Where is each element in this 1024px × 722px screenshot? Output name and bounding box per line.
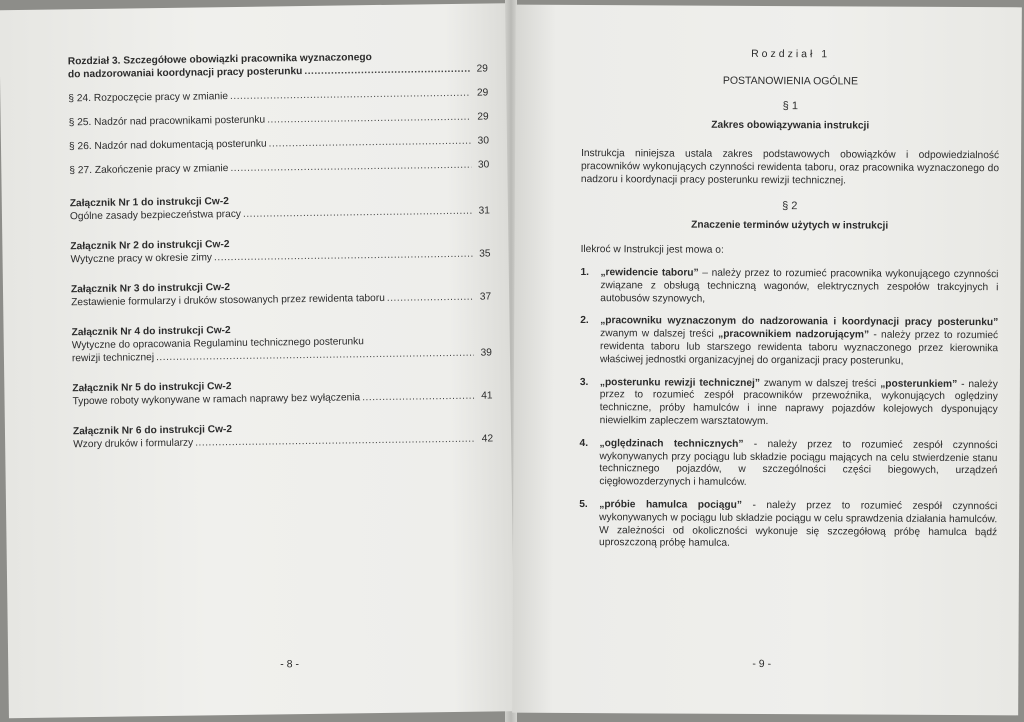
- paragraph-1-title: Zakres obowiązywania instrukcji: [711, 120, 870, 132]
- section-page: 29: [477, 111, 489, 123]
- chapter-heading: Rozdział 1: [751, 47, 831, 61]
- attachment-page: 42: [481, 433, 494, 445]
- leader-dots: [243, 205, 472, 221]
- leader-dots: [230, 159, 471, 175]
- attachment-title: Zestawienie formularzy i druków stosowanych przez rewidenta taboru: [71, 292, 385, 309]
- attachment-heading: Załącznik Nr 2 do instrukcji Cw-2: [70, 239, 230, 253]
- section-label: § 26. Nadzór nad dokumentacją posterunku: [68, 138, 267, 153]
- definition-item: [580, 315, 998, 368]
- attachment-title: Ogólne zasady bezpieczeństwa pracy: [69, 208, 242, 223]
- definition-number: 4.: [579, 437, 589, 449]
- toc-attachment-4: [72, 320, 493, 365]
- definition-text: zwanym w dalszej treści: [759, 377, 881, 390]
- definition-body: [600, 315, 998, 368]
- definition-number: 1.: [580, 266, 589, 279]
- attachment-page: 39: [480, 347, 492, 359]
- toc-attachment-3: [71, 277, 491, 309]
- attachment-page: 35: [479, 248, 491, 260]
- attachment-heading: Załącznik Nr 5 do instrukcji Cw-2: [72, 381, 232, 395]
- table-of-contents: [68, 49, 493, 451]
- definition-item: [579, 438, 997, 491]
- definition-term-2: „posterunkiem”: [880, 378, 958, 390]
- chapter-3-page: 29: [476, 63, 489, 75]
- section-label: § 27. Zakończenie pracy w zmianie: [69, 163, 229, 177]
- chapter-3-title-text: do nadzorowaniai koordynacji pracy posterunku: [67, 66, 303, 81]
- section-page: 30: [477, 135, 490, 147]
- section-label: § 25. Nadzór nad pracownikami posterunku: [68, 114, 266, 129]
- definition-item: [580, 267, 998, 308]
- definition-text: - należy przez to rozumieć zespół czynności wykonywanych przy pociągu lub składzie pociągu mających na celu stwierdzenie stanu technicznego pojazdów, w szczególności części biegowych, urządzeń cięgłowozderzynych i hamulców.: [599, 438, 998, 489]
- toc-attachment-6: [73, 419, 493, 451]
- right-page-content: [579, 45, 1000, 562]
- definition-text: - należy przez to rozumieć zespół czynności wykonywanych w pociągu lub składzie pociągu w celu sprawdzenia działania hamulców. W zależności od okoliczności wykonuje się szczegółową próbę hamulca bądź uproszczoną próbę hamulca.: [599, 499, 998, 550]
- paragraph-2-intro: Ilekroć w Instrukcji jest mowa o:: [580, 244, 724, 256]
- definition-item: [580, 377, 998, 430]
- leader-dots: [362, 390, 475, 405]
- definition-body: [600, 267, 998, 307]
- right-page: [512, 5, 1022, 716]
- leader-dots: [214, 248, 473, 265]
- toc-section-25: [69, 110, 489, 129]
- leader-dots: [387, 291, 473, 305]
- definition-text-2: - należy przez to rozumieć zespół pracowników przewoźnika, wykonujących oględziny techniczne, próby hamulców i inne naprawy pojazdów kolejowych dysponujący niewielkim zapleczem warsztatowym.: [599, 378, 998, 427]
- page-number-right: - 9 -: [752, 657, 772, 671]
- page-number-left: - 8 -: [280, 658, 300, 671]
- section-page: 30: [477, 159, 490, 171]
- leader-dots: [269, 135, 472, 151]
- definition-text: – należy przez to rozumieć pracownika wykonującego czynności związane z obsługą techniczną wagonów, elektrycznych zespołów trakcyjnych i autobusów szynowych,: [600, 267, 999, 305]
- definition-text: zwanym w dalszej treści: [600, 328, 719, 340]
- attachment-page: 31: [478, 205, 491, 217]
- definition-item: [579, 499, 997, 552]
- toc-section-27: [69, 158, 489, 177]
- definition-number: 2.: [580, 315, 589, 327]
- section-heading: POSTANOWIENIA OGÓLNE: [722, 74, 859, 88]
- paragraph-1-text: Instrukcja niniejsza ustala zakres podstawowych obowiązków i odpowiedzialność pracowników wykonujących czynności rewidenta taboru, oraz pracownika wyznaczonego do nadzoru i koordynacji pracy posterunku rewizji technicznej.: [580, 148, 1000, 187]
- definitions-list: [579, 267, 998, 552]
- chapter-3-title: Rozdział 3. Szczegółowe obowiązki pracownika wyznaczonego: [67, 52, 372, 68]
- definition-body: [599, 438, 997, 491]
- leader-dots: [195, 433, 475, 450]
- definition-body: [600, 377, 998, 430]
- leader-dots: [304, 63, 470, 78]
- attachment-heading: Załącznik Nr 1 do instrukcji Cw-2: [69, 196, 229, 210]
- attachment-title: Wzory druków i formularzy: [73, 437, 194, 451]
- toc-section-26: [69, 134, 489, 153]
- toc-attachment-2: [70, 234, 490, 266]
- attachment-page: 37: [479, 291, 492, 303]
- definition-term: „oględzinach technicznych”: [599, 437, 744, 450]
- paragraph-2-title: Znaczenie terminów użytych w instrukcji: [691, 219, 889, 233]
- attachment-title-line1: Wytyczne do opracowania Regulaminu technicznego posterunku: [71, 336, 364, 352]
- toc-attachment-5: [72, 376, 492, 408]
- definition-number: 5.: [579, 498, 588, 510]
- toc-attachment-1: [70, 191, 490, 223]
- definition-number: 3.: [579, 376, 589, 388]
- attachment-heading: Załącznik Nr 3 do instrukcji Cw-2: [70, 282, 231, 296]
- paragraph-1-marker: § 1: [782, 99, 799, 112]
- definition-term: „próbie hamulca pociągu”: [599, 499, 742, 511]
- attachment-heading: Załącznik Nr 6 do instrukcji Cw-2: [72, 424, 233, 438]
- left-page: [0, 3, 515, 718]
- definition-term: „pracowniku wyznaczonym do nadzorowania i koordynacji pracy posterunku”: [600, 315, 999, 329]
- definition-term: „posterunku rewizji technicznej”: [599, 376, 760, 389]
- section-page: 29: [476, 87, 489, 99]
- leader-dots: [267, 111, 471, 127]
- definition-term-2: „pracownikiem nadzorującym”: [718, 328, 870, 341]
- section-label: § 24. Rozpoczęcie pracy w zmianie: [68, 91, 229, 105]
- definition-text-2: - należy przez to rozumieć rewidenta taboru lub starszego rewidenta taboru wyznaczonego przez kierownika właściwej jednostki organizacyjnej do organizacji pracy posterunku,: [599, 329, 999, 367]
- attachment-heading: Załącznik Nr 4 do instrukcji Cw-2: [71, 325, 231, 339]
- attachment-title: Wytyczne pracy w okresie zimy: [70, 252, 213, 266]
- attachment-title: rewizji technicznej: [71, 352, 155, 365]
- toc-section-24: [68, 86, 488, 105]
- paragraph-2-marker: § 2: [782, 199, 798, 212]
- definition-term: „rewidencie taboru”: [600, 267, 699, 279]
- attachment-page: 41: [481, 390, 493, 402]
- attachment-title: Typowe roboty wykonywane w ramach naprawy bez wyłączenia: [72, 392, 361, 408]
- leader-dots: [230, 87, 470, 103]
- definition-body: [599, 499, 997, 552]
